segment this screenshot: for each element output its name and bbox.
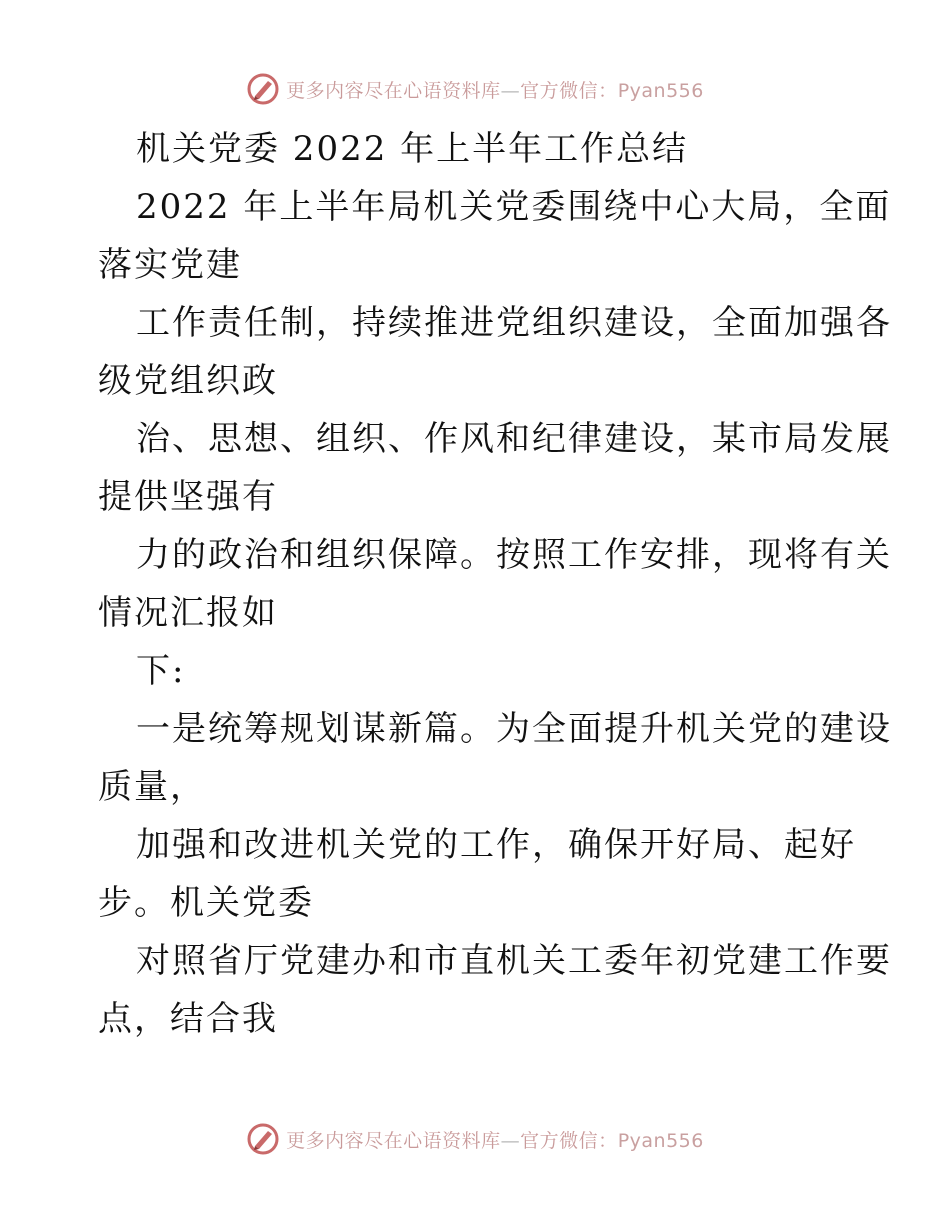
paragraph-line: 级党组织政: [98, 361, 278, 401]
paragraph-line: 质量，: [98, 767, 206, 807]
header-watermark: [0, 72, 950, 106]
footer-watermark: [0, 1122, 950, 1156]
paragraph-line: 治、思想、组织、作风和纪律建设，某市局发展: [136, 419, 892, 459]
watermark-text: 更多内容尽在心语资料库—官方微信：Pyan556: [286, 1129, 704, 1152]
paragraph-line: 力的政治和组织保障。按照工作安排，现将有关: [136, 535, 892, 575]
paragraph-line: 情况汇报如: [98, 593, 278, 633]
pen-logo-icon: [246, 1122, 280, 1156]
paragraph-line: 提供坚强有: [98, 477, 278, 517]
document-body: [98, 120, 892, 1048]
watermark-text: 更多内容尽在心语资料库—官方微信：Pyan556: [286, 79, 704, 102]
paragraph-line: 工作责任制，持续推进党组织建设，全面加强各: [136, 303, 892, 343]
paragraph-line: 步。机关党委: [98, 883, 314, 923]
paragraph-line: 加强和改进机关党的工作，确保开好局、起好: [136, 825, 856, 865]
paragraph-line: 对照省厅党建办和市直机关工委年初党建工作要: [136, 941, 892, 981]
paragraph-line: 下:: [136, 651, 186, 691]
pen-logo-icon: [246, 72, 280, 106]
paragraph-line: 落实党建: [98, 245, 242, 285]
paragraph-line: 2022 年上半年局机关党委围绕中心大局，全面: [136, 187, 892, 227]
document-title: 机关党委 2022 年上半年工作总结: [136, 129, 689, 169]
paragraph-line: 一是统筹规划谋新篇。为全面提升机关党的建设: [136, 709, 892, 749]
paragraph-line: 点，结合我: [98, 999, 278, 1039]
